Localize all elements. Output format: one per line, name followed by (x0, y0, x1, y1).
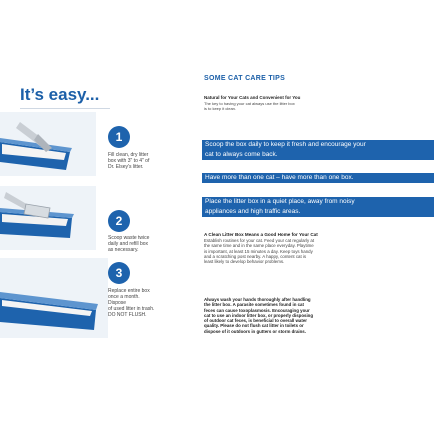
step-3-text: Replace entire box once a month. Dispose of used litter in trash. DO NOT FLUSH. (108, 288, 155, 318)
instructions-title: It’s easy... (20, 85, 100, 104)
intro-body: The key to having your cat always use the litter box is to keep it clean. (204, 101, 295, 111)
step-2-text: Scoop waste twice daily and refill box as necessary. (108, 235, 150, 253)
step-1-number: 1 (108, 126, 130, 148)
tip-bar-scoop: Scoop the box daily to keep it fresh and encourage your cat to always come back. (202, 140, 434, 160)
clean-box-body: Establish routines for your cat. Feed your cat regularly at the same time and in the same place everyday. Playtime is important, at least 15 minutes a day. Keep toys handy and a scratching post nearby. A happy, content cat is least likely to develop behavior problems. (204, 238, 315, 265)
tip-bar-multiple-cats: Have more than one cat – have more than one box. (202, 173, 434, 183)
step-2-number: 2 (108, 210, 130, 232)
step-3-number: 3 (108, 262, 130, 284)
tips-title: SOME CAT CARE TIPS (204, 75, 286, 82)
step-1-text: Fill clean, dry litter box with 3" to 4" of Dr. Elsey's litter. (108, 152, 150, 170)
step-2-illustration (0, 186, 96, 250)
hygiene-note: Always wash your hands thoroughly after handling the litter box. A parasite sometimes found in cat feces can cause toxoplasmosis. Encouraging your cat to use an indoor litter box, or properly disposing of outdoor cat feces, is beneficial to overall water quality. Please do not flush cat litter in toilets or dispose of it outdoors in gutters or storm drains. (204, 297, 314, 334)
tips-panel (196, 0, 442, 442)
intro-title: Natural for Your Cats and Convenient for You (204, 95, 301, 100)
instructions-panel (0, 0, 155, 442)
tip-bar-placement: Place the litter box in a quiet place, away from noisy appliances and high traffic areas. (202, 197, 434, 217)
clean-box-title: A Clean Litter Box Means a Good Home for Your Cat (204, 232, 318, 237)
step-1-illustration (0, 112, 96, 176)
step-3-illustration (0, 258, 108, 338)
title-underline (20, 108, 110, 109)
